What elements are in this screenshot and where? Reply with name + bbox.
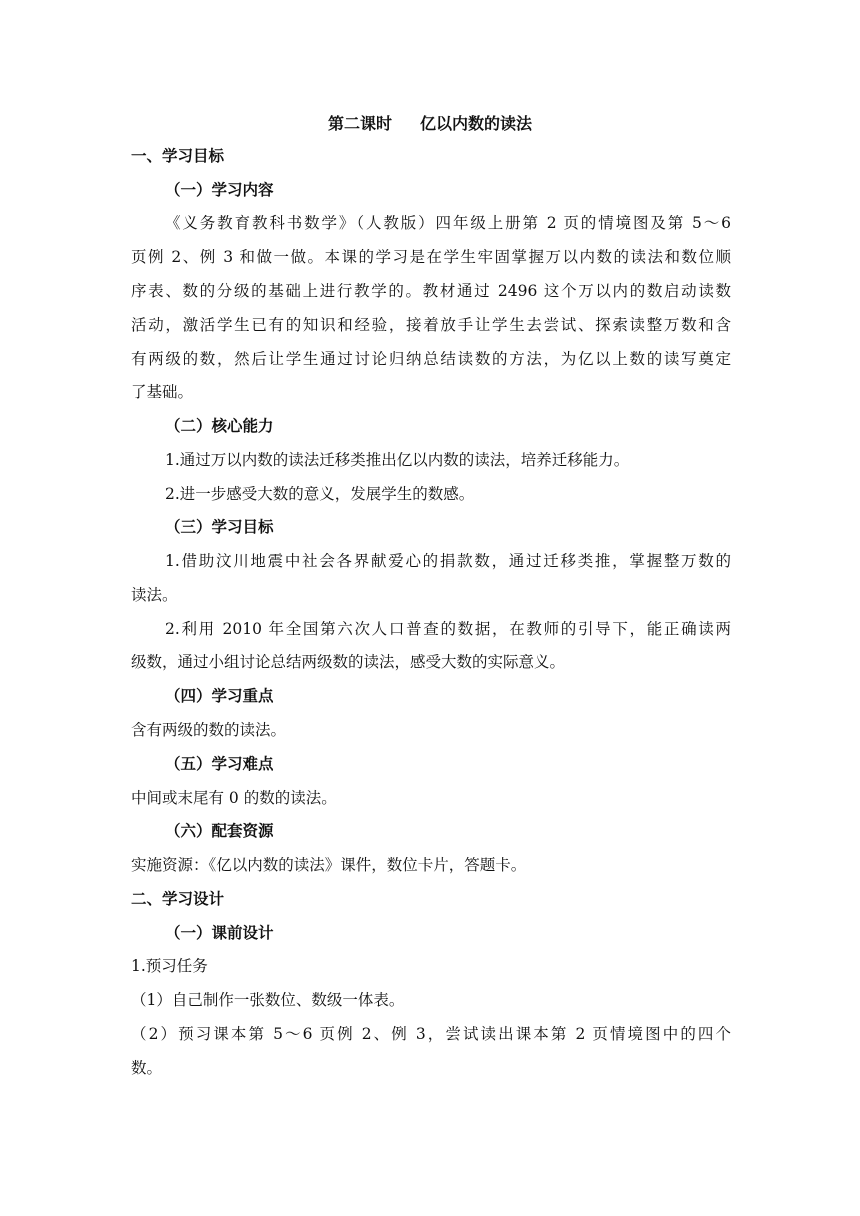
section-1-heading: 一、学习目标 xyxy=(131,147,225,165)
subsection-difficulty-heading: （五）学习难点 xyxy=(165,755,274,773)
objective-2-line-1: 2.利用 2010 年全国第六次人口普查的数据，在教师的引导下，能正确读两 xyxy=(165,620,731,638)
content-paragraph-line-1: 《义务教育教科书数学》（人教版）四年级上册第 2 页的情境图及第 5～6 xyxy=(165,214,731,232)
subsection-key-point-heading: （四）学习重点 xyxy=(165,687,274,705)
lesson-title xyxy=(0,110,860,138)
ability-item-1: 1.通过万以内数的读法迁移类推出亿以内数的读法，培养迁移能力。 xyxy=(165,451,630,469)
objective-2-line-2: 级数，通过小组讨论总结两级数的读法，感受大数的实际意义。 xyxy=(131,653,566,671)
objective-1-line-1: 1.借助汶川地震中社会各界献爱心的捐款数，通过迁移类推，掌握整万数的 xyxy=(165,552,731,570)
difficulty-text: 中间或末尾有 0 的数的读法。 xyxy=(131,789,337,807)
subsection-preclass-heading: （一）课前设计 xyxy=(165,924,274,942)
objective-1-line-2: 读法。 xyxy=(131,586,178,604)
key-point-text: 含有两级的数的读法。 xyxy=(131,721,287,739)
lesson-title-part2: 亿以内数的读法 xyxy=(420,114,533,133)
section-2-heading: 二、学习设计 xyxy=(131,890,225,908)
subsection-objectives-heading: （三）学习目标 xyxy=(165,518,274,536)
ability-item-2: 2.进一步感受大数的意义，发展学生的数感。 xyxy=(165,485,475,503)
content-paragraph-line-3: 序表、数的分级的基础上进行教学的。教材通过 2496 这个万以内的数启动读数 xyxy=(131,282,731,300)
preview-task-2-line-2: 数。 xyxy=(131,1059,163,1077)
preview-task-1: （1）自己制作一张数位、数级一体表。 xyxy=(131,991,405,1009)
preview-task-2-line-1: （2）预习课本第 5～6 页例 2、例 3，尝试读出课本第 2 页情境图中的四个 xyxy=(131,1025,731,1043)
subsection-resources-heading: （六）配套资源 xyxy=(165,822,274,840)
content-paragraph-line-6: 了基础。 xyxy=(131,383,194,401)
lesson-title-part1: 第二课时 xyxy=(327,114,392,133)
preview-task-label: 1.预习任务 xyxy=(131,957,208,975)
content-paragraph-line-4: 活动，激活学生已有的知识和经验，接着放手让学生去尝试、探索读整万数和含 xyxy=(131,316,731,334)
subsection-content-heading: （一）学习内容 xyxy=(165,181,274,199)
resources-text: 实施资源：《亿以内数的读法》课件，数位卡片，答题卡。 xyxy=(131,856,527,874)
subsection-ability-heading: （二）核心能力 xyxy=(165,417,274,435)
content-paragraph-line-2: 页例 2、例 3 和做一做。本课的学习是在学生牢固掌握万以内数的读法和数位顺 xyxy=(131,248,731,266)
content-paragraph-line-5: 有两级的数，然后让学生通过讨论归纳总结读数的方法，为亿以上数的读写奠定 xyxy=(131,350,731,368)
